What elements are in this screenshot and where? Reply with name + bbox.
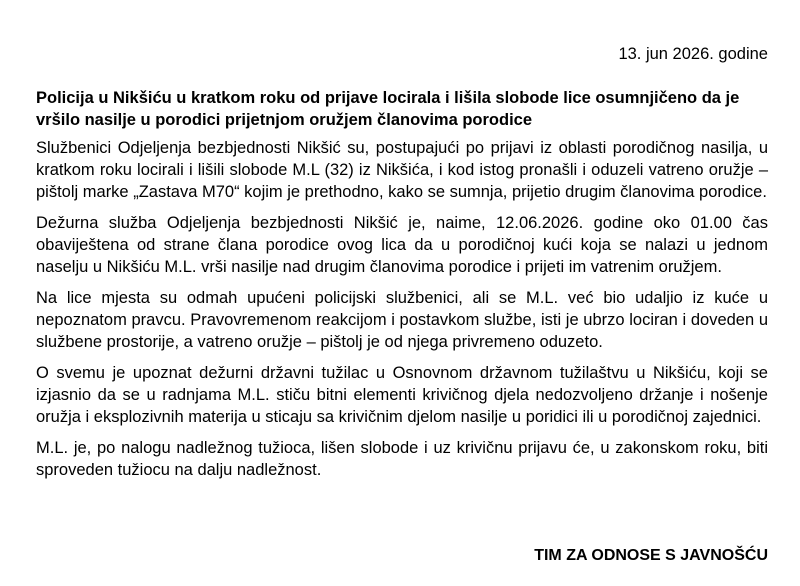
paragraph: M.L. je, po nalogu nadležnog tužioca, lišen slobode i uz krivičnu prijavu će, u zakonskom roku, biti sproveden tužiocu na dalju nadležnost. bbox=[36, 439, 768, 479]
paragraph: O svemu je upoznat dežurni državni tužilac u Osnovnom državnom tužilaštvu u Nikšiću, koji se izjasnio da se u radnjama M.L. stiču bitni elementi krivičnog djela nedozvoljeno držanje i nošenje oružja i eksplozivnih materija u sticaju sa krivičnim djelom nasilje u poridici ili u porodičnoj zajednici. bbox=[36, 364, 768, 426]
paragraph: Službenici Odjeljenja bezbjednosti Nikšić su, postupajući po prijavi iz oblasti porodičnog nasilja, u kratkom roku locirali i lišili slobode M.L (32) iz Nikšića, i kod istog pronašli i oduzeli vatreno oružje – pištolj marke „Zastava M70“ kojim je prethodno, kako se sumnja, prijetio drugim članovima porodice. bbox=[36, 139, 768, 201]
paragraph: Dežurna služba Odjeljenja bezbjednosti Nikšić je, naime, 12.06.2026. godine oko 01.00 čas obaviještena od strane člana porodice ovog lica da u porodičnoj kući koja se nalazi u jednom naselju u Nikšiću M.L. vrši nasilje nad drugim članovima porodice i prijeti im vatrenim oružjem. bbox=[36, 214, 768, 276]
article-body bbox=[36, 137, 768, 490]
signature: TIM ZA ODNOSE S JAVNOŠĆU bbox=[534, 547, 768, 564]
release-date: 13. jun 2026. godine bbox=[618, 45, 768, 63]
press-release-page bbox=[36, 0, 768, 586]
headline: Policija u Nikšiću u kratkom roku od prijave locirala i lišila slobode lice osumnjičeno da je vršilo nasilje u porodici prijetnjom oružjem članovima porodice bbox=[36, 89, 740, 129]
paragraph: Na lice mjesta su odmah upućeni policijski službenici, ali se M.L. već bio udaljio iz kuće u nepoznatom pravcu. Pravovremenom reakcijom i postavkom službe, isti je ubrzo lociran i doveden u službene prostorije, a vatreno oružje – pištolj je od njega privremeno oduzeto. bbox=[36, 289, 768, 351]
